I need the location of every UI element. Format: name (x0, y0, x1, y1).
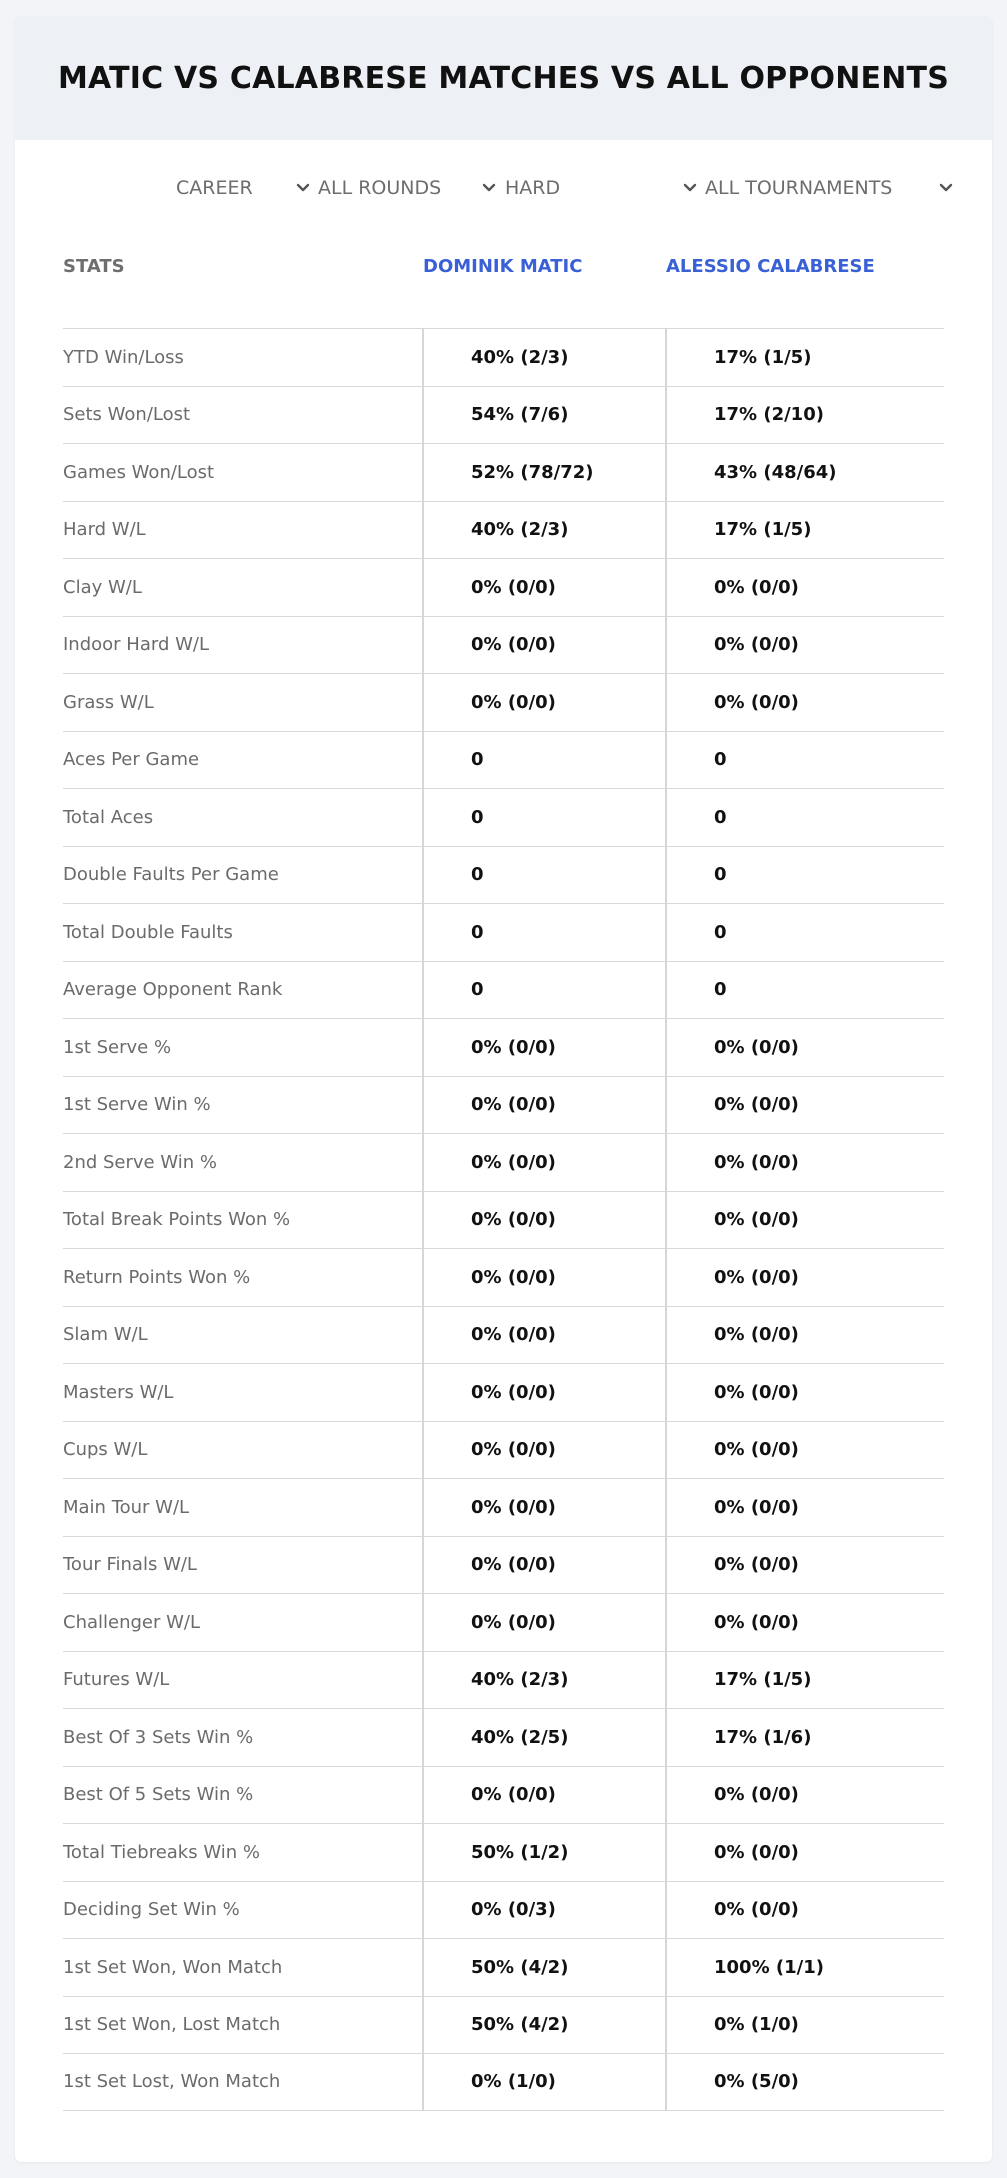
table-row (63, 1593, 944, 1651)
player2-value: 0% (0/0) (665, 1824, 944, 1881)
player2-value: 0 (665, 789, 944, 846)
table-row (63, 1996, 944, 2054)
player2-value: 17% (2/10) (665, 387, 944, 444)
player1-value: 0% (0/0) (422, 1422, 665, 1479)
player2-value: 0 (665, 847, 944, 904)
player1-value: 40% (2/3) (422, 329, 665, 386)
player2-value: 0% (0/0) (665, 1594, 944, 1651)
period-select[interactable] (176, 170, 312, 206)
filter-bar (15, 140, 992, 236)
table-row (63, 1708, 944, 1766)
player2-value: 0% (5/0) (665, 2054, 944, 2110)
player1-value: 0% (1/0) (422, 2054, 665, 2110)
player1-column-header[interactable]: DOMINIK MATIC (423, 256, 583, 277)
stat-label: Total Break Points Won % (63, 1209, 291, 1231)
stat-label: 1st Serve % (63, 1036, 172, 1058)
page-header (15, 16, 992, 140)
player1-value: 0% (0/0) (422, 1767, 665, 1824)
chevron-down-icon (681, 179, 699, 197)
stat-label: Slam W/L (63, 1324, 148, 1346)
stat-label: Grass W/L (63, 691, 154, 713)
player2-value: 0% (0/0) (665, 1192, 944, 1249)
stat-label: Sets Won/Lost (63, 404, 191, 426)
player2-value: 0% (0/0) (665, 1019, 944, 1076)
player2-value: 0% (0/0) (665, 1307, 944, 1364)
stat-label: Clay W/L (63, 576, 142, 598)
stat-label: Indoor Hard W/L (63, 634, 209, 656)
table-row (63, 1651, 944, 1709)
player1-value: 0 (422, 732, 665, 789)
stat-label: Total Aces (63, 806, 154, 828)
stat-label: Double Faults Per Game (63, 864, 279, 886)
table-row (63, 386, 944, 444)
table-row (63, 673, 944, 731)
table-row (63, 961, 944, 1019)
table-row (63, 1766, 944, 1824)
chevron-down-icon (294, 179, 312, 197)
stat-label: Average Opponent Rank (63, 979, 283, 1001)
player1-value: 0% (0/0) (422, 1364, 665, 1421)
stat-label: 1st Set Won, Won Match (63, 1956, 283, 1978)
chevron-down-icon (937, 179, 955, 197)
table-row (63, 616, 944, 674)
player1-value: 0% (0/3) (422, 1882, 665, 1939)
player2-value: 0 (665, 962, 944, 1019)
stats-table (63, 236, 944, 2111)
table-row (63, 501, 944, 559)
table-row (63, 1248, 944, 1306)
player2-value: 0% (0/0) (665, 1249, 944, 1306)
player1-value: 0 (422, 904, 665, 961)
player1-value: 0% (0/0) (422, 1594, 665, 1651)
player2-value: 0% (0/0) (665, 1422, 944, 1479)
player1-value: 0% (0/0) (422, 1192, 665, 1249)
stat-label: Best Of 5 Sets Win % (63, 1784, 254, 1806)
player2-value: 0% (0/0) (665, 1767, 944, 1824)
table-row (63, 1478, 944, 1536)
table-row (63, 731, 944, 789)
player1-value: 0% (0/0) (422, 1479, 665, 1536)
table-row (63, 1363, 944, 1421)
player2-value: 0% (0/0) (665, 1077, 944, 1134)
player1-value: 0 (422, 789, 665, 846)
player2-value: 0% (0/0) (665, 1479, 944, 1536)
period-select-value: CAREER (176, 177, 253, 199)
player1-value: 40% (2/3) (422, 502, 665, 559)
table-row (63, 1938, 944, 1996)
player2-value: 100% (1/1) (665, 1939, 944, 1996)
table-body (63, 328, 944, 2111)
player2-value: 0% (0/0) (665, 559, 944, 616)
player2-value: 0% (0/0) (665, 1364, 944, 1421)
player1-value: 0% (0/0) (422, 559, 665, 616)
player1-value: 54% (7/6) (422, 387, 665, 444)
stat-label: 2nd Serve Win % (63, 1151, 217, 1173)
stat-label: Total Tiebreaks Win % (63, 1841, 260, 1863)
player1-value: 0% (0/0) (422, 1019, 665, 1076)
table-row (63, 2053, 944, 2111)
player1-value: 0 (422, 962, 665, 1019)
player1-value: 0 (422, 847, 665, 904)
player2-value: 0% (1/0) (665, 1997, 944, 2054)
player1-value: 40% (2/3) (422, 1652, 665, 1709)
table-row (63, 558, 944, 616)
chevron-down-icon (480, 179, 498, 197)
player1-value: 50% (4/2) (422, 1939, 665, 1996)
player2-value: 17% (1/5) (665, 1652, 944, 1709)
player1-value: 0% (0/0) (422, 1077, 665, 1134)
stat-label: Deciding Set Win % (63, 1899, 240, 1921)
tournaments-select[interactable] (705, 170, 955, 206)
table-header (63, 236, 944, 328)
player2-value: 0 (665, 904, 944, 961)
table-row (63, 1881, 944, 1939)
stat-label: Tour Finals W/L (63, 1554, 197, 1576)
player1-value: 50% (4/2) (422, 1997, 665, 2054)
stat-label: Return Points Won % (63, 1266, 251, 1288)
player1-value: 52% (78/72) (422, 444, 665, 501)
player2-value: 0% (0/0) (665, 617, 944, 674)
player2-value: 0% (0/0) (665, 1882, 944, 1939)
player1-value: 50% (1/2) (422, 1824, 665, 1881)
rounds-select[interactable] (318, 170, 498, 206)
stat-label: Futures W/L (63, 1669, 170, 1691)
player1-value: 0% (0/0) (422, 1537, 665, 1594)
stat-label: Hard W/L (63, 519, 146, 541)
stat-label: Best Of 3 Sets Win % (63, 1726, 254, 1748)
table-row (63, 788, 944, 846)
player2-value: 17% (1/5) (665, 329, 944, 386)
rounds-select-value: ALL ROUNDS (318, 177, 442, 199)
table-row (63, 1536, 944, 1594)
stat-label: 1st Set Lost, Won Match (63, 2071, 281, 2093)
stats-column-header: STATS (63, 256, 125, 277)
table-row (63, 328, 944, 386)
stat-label: Challenger W/L (63, 1611, 201, 1633)
player1-value: 40% (2/5) (422, 1709, 665, 1766)
stat-label: YTD Win/Loss (63, 346, 184, 368)
table-row (63, 1306, 944, 1364)
stat-label: Aces Per Game (63, 749, 200, 771)
player2-value: 0 (665, 732, 944, 789)
player1-value: 0% (0/0) (422, 617, 665, 674)
player2-value: 43% (48/64) (665, 444, 944, 501)
player2-column-header[interactable]: ALESSIO CALABRESE (666, 256, 875, 277)
player1-value: 0% (0/0) (422, 1249, 665, 1306)
stat-label: Cups W/L (63, 1439, 148, 1461)
player2-value: 17% (1/5) (665, 502, 944, 559)
surface-select[interactable] (505, 170, 699, 206)
player2-value: 0% (0/0) (665, 1134, 944, 1191)
tournaments-select-value: ALL TOURNAMENTS (705, 177, 893, 199)
table-row (63, 903, 944, 961)
player1-value: 0% (0/0) (422, 1134, 665, 1191)
table-row (63, 1133, 944, 1191)
stats-card (15, 16, 992, 2162)
stat-label: Masters W/L (63, 1381, 174, 1403)
table-row (63, 1018, 944, 1076)
table-row (63, 1076, 944, 1134)
table-row (63, 443, 944, 501)
player1-value: 0% (0/0) (422, 674, 665, 731)
player2-value: 17% (1/6) (665, 1709, 944, 1766)
stat-label: Games Won/Lost (63, 461, 215, 483)
table-row (63, 1191, 944, 1249)
surface-select-value: HARD (505, 177, 561, 199)
page-title: MATIC VS CALABRESE MATCHES VS ALL OPPONENTS (57, 60, 950, 96)
player1-value: 0% (0/0) (422, 1307, 665, 1364)
table-row (63, 1421, 944, 1479)
player2-value: 0% (0/0) (665, 674, 944, 731)
table-row (63, 846, 944, 904)
stat-label: 1st Serve Win % (63, 1094, 211, 1116)
stat-label: Total Double Faults (63, 921, 233, 943)
table-row (63, 1823, 944, 1881)
stat-label: 1st Set Won, Lost Match (63, 2014, 281, 2036)
stat-label: Main Tour W/L (63, 1496, 190, 1518)
player2-value: 0% (0/0) (665, 1537, 944, 1594)
